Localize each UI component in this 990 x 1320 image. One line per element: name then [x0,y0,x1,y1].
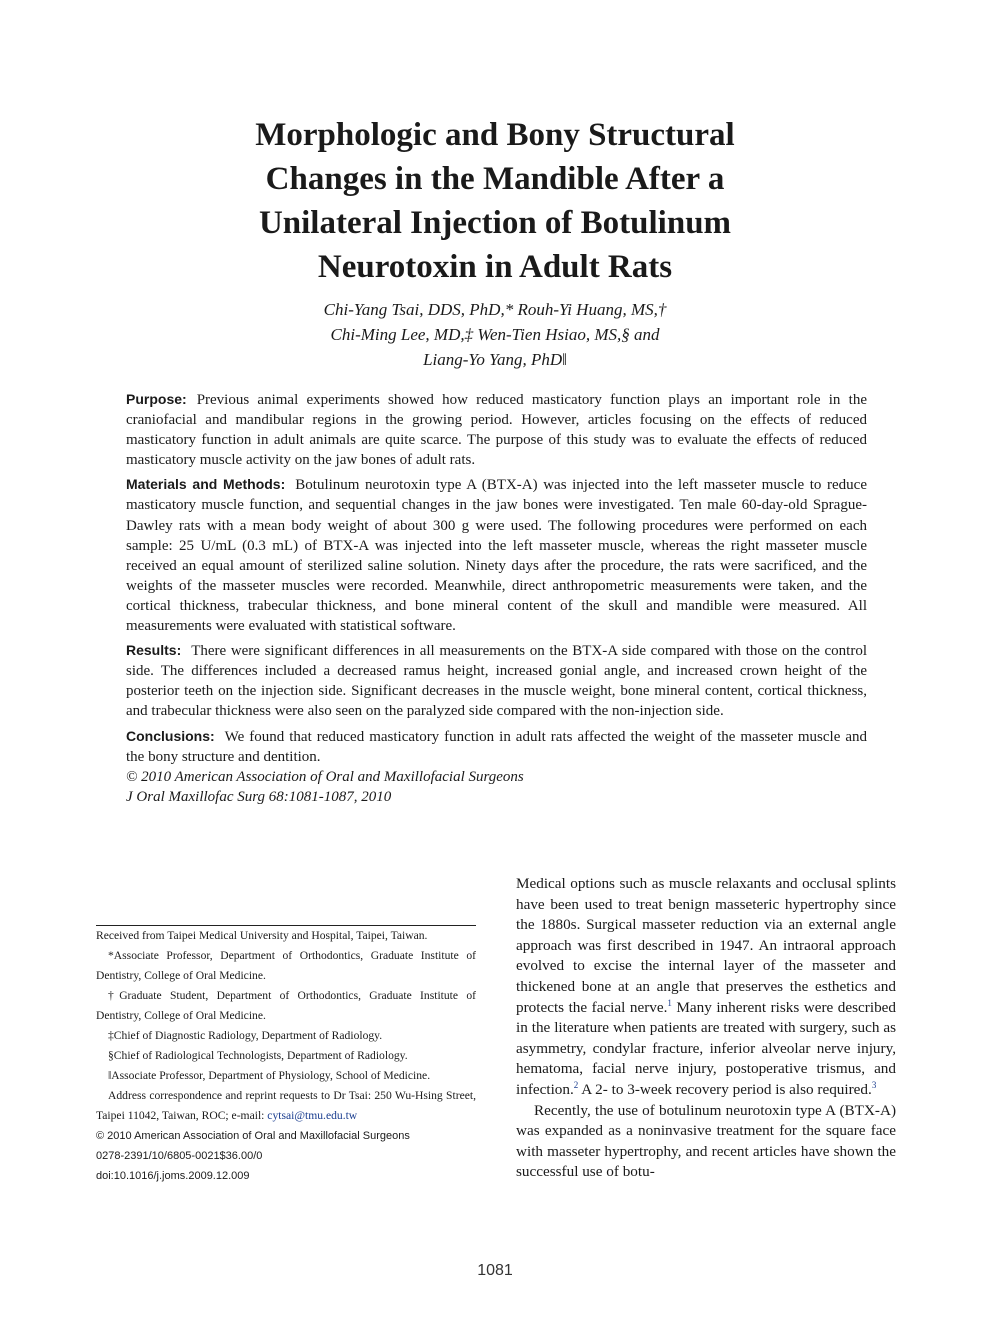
citation-ref[interactable]: 2 [573,1079,579,1090]
abstract-results [126,640,867,721]
footnote-address [96,1086,476,1126]
results-text: There were significant differences in all measurements on the BTX-A side compared with those on the control side. The differences included a decreased ramus height, increased gonial angle, and increased crown height of the posterior teeth on the injection side. Significant decreases in the muscle weight, bone mineral content, cortical thickness, and trabecular thickness were also seen on the paralyzed side compared with the non-injection side. [126,643,867,720]
methods-label: Materials and Methods: [126,476,286,493]
footnote-author-3: ‡Chief of Diagnostic Radiology, Department of Radiology. [108,1029,383,1042]
footnote-author-1: *Associate Professor, Department of Orthodontics, Graduate Institute of Dentistry, College of Oral Medicine. [96,949,476,982]
footnote-received: Received from Taipei Medical University and Hospital, Taipei, Taiwan. [96,929,428,942]
citation-ref[interactable]: 1 [667,997,672,1008]
body-text: Medical options such as muscle relaxants and occlusal splints have been used to treat benign masseteric hypertrophy since the 1880s. Surgical masseter reduction via an external angle approach was first described in 1947. An intraoral approach evolved to excise the internal layer of the masseter and thickened bone at an angle that preserves the esthetics and protects the facial nerve. [516,875,896,1016]
abstract [126,389,867,807]
page-number: 1081 [477,1262,513,1279]
body-paragraph-2: Recently, the use of botulinum neurotoxin type A (BTX-A) was expanded as a noninvasive treatment for the square face with masseter hypertrophy, and recent articles have shown the successful use of botu- [516,1101,896,1181]
body-text: Many inherent risks were described in the literature when patients are treated with surgery, such as asymmetry, condylar fracture, inferior alveolar nerve injury, hematoma, facial nerve injury, postoperative trismus, and infection. [516,998,896,1098]
body-column [516,874,896,1183]
author-line: Chi-Ming Lee, MD,‡ Wen-Tien Hsiao, MS,§ and [330,325,660,344]
footnote-issn: 0278-2391/10/6805-0021$36.00/0 [96,1150,263,1162]
results-label: Results: [126,642,182,659]
citation-ref[interactable]: 3 [871,1079,877,1090]
body-paragraph-1 [516,874,896,1101]
title-line: Neurotoxin in Adult Rats [317,249,673,285]
conclusions-label: Conclusions: [126,727,215,744]
abstract-copyright: © 2010 American Association of Oral and Maxillofacial Surgeons [126,768,524,785]
purpose-text: Previous animal experiments showed how reduced masticatory function plays an important role in the craniofacial and mandibular regions in the growing period. However, articles focusing on the effects of reduced masticatory function in adult animals are quite scarce. The purpose of this study was to evaluate the effects of reduced masticatory muscle activity on the jaw bones of adult rats. [126,392,867,469]
abstract-methods [126,474,867,636]
article-title [150,113,840,289]
author-line: Chi-Yang Tsai, DDS, PhD,* Rouh-Yi Huang, MS,† [323,300,667,319]
abstract-purpose [126,389,867,470]
title-line: Unilateral Injection of Botulinum [258,205,732,241]
author-list [200,297,790,372]
author-line: Liang-Yo Yang, PhD‖ [423,350,567,369]
email-link[interactable]: cytsai@tmu.edu.tw [267,1109,358,1122]
footnote-doi: doi:10.1016/j.joms.2009.12.009 [96,1170,250,1182]
title-line: Changes in the Mandible After a [265,161,725,197]
footnote-author-5: ‖Associate Professor, Department of Physiology, School of Medicine. [108,1069,431,1082]
footnote-author-2: †Graduate Student, Department of Orthodontics, Graduate Institute of Dentistry, College of Oral Medicine. [96,989,476,1022]
body-text: A 2- to 3-week recovery period is also required. [578,1080,872,1098]
journal-citation: J Oral Maxillofac Surg 68:1081-1087, 2010 [126,788,392,805]
footnotes [96,926,476,1186]
conclusions-text: We found that reduced masticatory function in adult rats affected the weight of the masseter muscle and the bony structure and dentition. [126,728,867,765]
footnote-copyright: © 2010 American Association of Oral and Maxillofacial Surgeons [96,1130,410,1142]
abstract-conclusions [126,726,867,767]
title-line: Morphologic and Bony Structural [255,117,735,153]
purpose-label: Purpose: [126,391,187,407]
methods-text: Botulinum neurotoxin type A (BTX-A) was injected into the left masseter muscle to reduce masticatory muscle function, and sequential changes in the jaw bones were investigated. Ten male 60-day-old Sprague-Dawley rats with a mean body weight of about 300 g were used. The following procedures were performed on each sample: 25 U/mL (0.3 mL) of BTX-A was injected into the left masseter muscle, whereas the right masseter muscle received an equal amount of sterilized saline solution. Ninety days after the procedure, the rats were sacrificed, and the weights of the masseter muscles were recorded. Meanwhile, direct anthropometric measurements were taken, and the cortical thickness, trabecular thickness, and bone mineral content of the skull and mandible were measured. All measurements were evaluated with statistical software. [126,477,867,635]
footnote-author-4: §Chief of Radiological Technologists, Department of Radiology. [108,1049,408,1062]
address-text: Address correspondence and reprint requests to Dr Tsai: 250 Wu-Hsing Street, Taipei 11042, Taiwan, ROC; e-mail: [96,1089,476,1122]
